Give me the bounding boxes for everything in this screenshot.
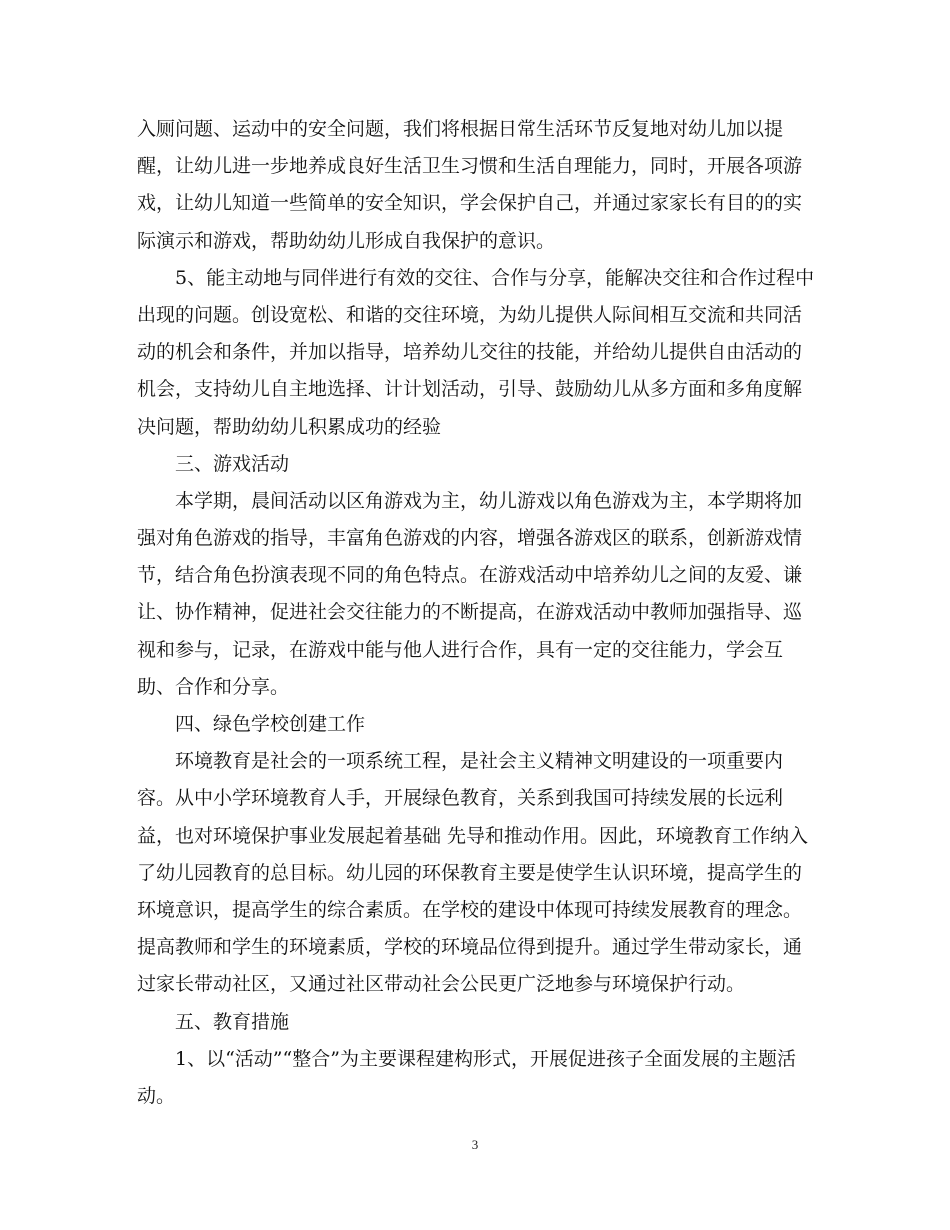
paragraph-first-line: 环境教育是社会的一项系统工程，是社会主义精神文明建设的一项重要内	[175, 750, 784, 773]
body-line: 动的机会和条件，并加以指导，培养幼儿交往的技能，并给幼儿提供自由活动的	[137, 341, 803, 364]
paragraph-first-line: 本学期，晨间活动以区角游戏为主，幼儿游戏以角色游戏为主，本学期将加	[175, 489, 803, 512]
body-line: 机会，支持幼儿自主地选择、计计划活动，引导、鼓励幼儿从多方面和多角度解	[137, 378, 803, 401]
paragraph-first-line: 5、能主动地与同伴进行有效的交往、合作与分享，能解决交往和合作过程中	[175, 266, 815, 289]
paragraph-first-line: 1、以“活动”“整合”为主要课程建构形式，开展促进孩子全面发展的主题活	[175, 1047, 796, 1070]
document-body	[137, 111, 827, 1115]
body-line: 决问题，帮助幼幼儿积累成功的经验	[137, 415, 442, 438]
body-line: 戏，让幼儿知道一些简单的安全知识，学会保护自己，并通过家家长有目的的实	[137, 192, 803, 215]
body-line: 节，结合角色扮演表现不同的角色特点。在游戏活动中培养幼儿之间的友爱、谦	[137, 564, 803, 587]
page-number: 3	[471, 1137, 479, 1152]
body-line: 过家长带动社区，又通过社区带动社会公民更广泛地参与环境保护行动。	[137, 973, 746, 996]
section-heading: 三、游戏活动	[175, 452, 290, 475]
body-line: 了幼儿园教育的总目标。幼儿园的环保教育主要是使学生认识环境，提高学生的	[137, 861, 803, 884]
body-line: 益，也对环境保护事业发展起着基础 先导和推动作用。因此，环境教育工作纳入	[137, 824, 809, 847]
body-line: 容。从中小学环境教育人手，开展绿色教育，关系到我国可持续发展的长远利	[137, 787, 784, 810]
body-line: 动。	[137, 1084, 176, 1107]
body-line: 醒，让幼儿进一步地养成良好生活卫生习惯和生活自理能力，同时，开展各项游	[137, 155, 803, 178]
body-line: 让、协作精神，促进社会交往能力的不断提高，在游戏活动中教师加强指导、巡	[137, 601, 803, 624]
body-line: 提高教师和学生的环境素质，学校的环境品位得到提升。通过学生带动家长，通	[137, 936, 803, 959]
body-line: 视和参与，记录，在游戏中能与他人进行合作，具有一定的交往能力，学会互	[137, 638, 784, 661]
body-line: 际演示和游戏，帮助幼幼儿形成自我保护的意识。	[137, 229, 556, 252]
body-line: 入厕问题、运动中的安全问题，我们将根据日常生活环节反复地对幼儿加以提	[137, 118, 784, 140]
body-line: 强对角色游戏的指导，丰富角色游戏的内容，增强各游戏区的联系，创新游戏情	[137, 527, 803, 550]
body-line: 出现的问题。创设宽松、和谐的交往环境，为幼儿提供人际间相互交流和共同活	[137, 303, 803, 326]
body-line: 助、合作和分享。	[137, 675, 290, 698]
section-heading: 四、绿色学校创建工作	[175, 713, 366, 735]
section-heading: 五、教育措施	[175, 1010, 290, 1033]
body-line: 环境意识，提高学生的综合素质。在学校的建设中体现可持续发展教育的理念。	[137, 898, 803, 921]
